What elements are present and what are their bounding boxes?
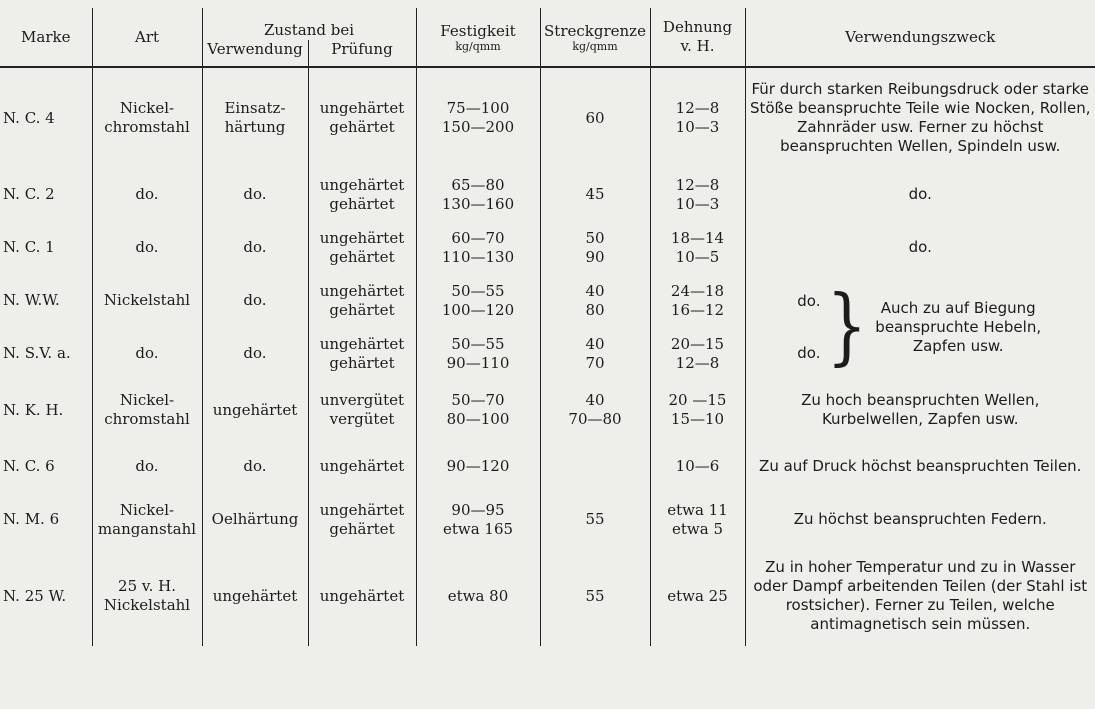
cell-pruefung: ungehärtet gehärtet [308, 168, 416, 221]
cell-art: do. [92, 168, 202, 221]
cell-festigkeit: 50—55 100—120 [416, 274, 540, 327]
cell-pruefung: ungehärtet gehärtet [308, 67, 416, 168]
header-art: Art [92, 8, 202, 67]
header-streckgrenze: Streckgrenze kg/qmm [540, 8, 650, 67]
cell-verwendung: do. [202, 440, 308, 493]
cell-marke: N. K. H. [3, 400, 64, 419]
cell-marke: N. C. 1 [3, 238, 55, 256]
cell-marke: N. 25 W. [3, 586, 67, 605]
cell-streckgrenze: 50 90 [540, 221, 650, 274]
cell-zweck: Zu höchst beanspruchten Federn. [745, 493, 1095, 546]
table-row [0, 274, 1095, 327]
cell-dehnung: 24—18 16—12 [650, 274, 745, 327]
cell-verwendung: do. [202, 327, 308, 380]
cell-festigkeit: 75—100 150—200 [416, 67, 540, 168]
cell-streckgrenze: 40 70 [540, 327, 650, 380]
cell-festigkeit: 90—120 [416, 440, 540, 493]
cell-marke: N. W.W. [3, 291, 60, 309]
cell-verwendung: do. [202, 168, 308, 221]
table-row [0, 546, 1095, 646]
cell-verwendung: Oelhärtung [202, 493, 308, 546]
cell-marke: N. C. 2 [3, 185, 55, 203]
cell-pruefung: ungehärtet gehärtet [308, 493, 416, 546]
cell-zweck: do. [745, 221, 1095, 274]
cell-streckgrenze: 55 [540, 546, 650, 646]
cell-festigkeit: 65—80 130—160 [416, 168, 540, 221]
cell-art: 25 v. H. Nickelstahl [92, 546, 202, 646]
cell-pruefung: ungehärtet [308, 546, 416, 646]
cell-pruefung: ungehärtet [308, 440, 416, 493]
cell-zweck-merged [745, 274, 1095, 380]
table-row [0, 221, 1095, 274]
table-row [0, 493, 1095, 546]
table-row [0, 380, 1095, 440]
header-marke: Marke [0, 8, 92, 67]
cell-dehnung: 12—8 10—3 [650, 168, 745, 221]
cell-art: Nickel- chromstahl [92, 380, 202, 440]
cell-art: Nickel- manganstahl [92, 493, 202, 546]
cell-festigkeit: 90—95 etwa 165 [416, 493, 540, 546]
cell-festigkeit: etwa 80 [416, 546, 540, 646]
cell-pruefung: unvergütet vergütet [308, 380, 416, 440]
cell-festigkeit: 50—70 80—100 [416, 380, 540, 440]
zweck-text: Auch zu auf Biegung beanspruchte Hebeln, Zapfen usw. [875, 298, 1042, 355]
cell-streckgrenze [540, 440, 650, 493]
brace-glyph: } [826, 278, 868, 376]
cell-dehnung: 18—14 10—5 [650, 221, 745, 274]
cell-zweck: Für durch starken Reibungsdruck oder starke Stöße beanspruchte Teile wie Nocken, Rollen, Zahnräder usw. Ferner zu höchst beanspruchten Wellen, Spindeln usw. [745, 67, 1095, 168]
cell-streckgrenze: 45 [540, 168, 650, 221]
header-verwendung: Verwendung [202, 40, 308, 67]
cell-art: do. [92, 221, 202, 274]
cell-pruefung: ungehärtet gehärtet [308, 221, 416, 274]
cell-dehnung: 20 —15 15—10 [650, 380, 745, 440]
cell-festigkeit: 50—55 90—110 [416, 327, 540, 380]
header-dehnung: Dehnung v. H. [650, 8, 745, 67]
cell-streckgrenze: 60 [540, 67, 650, 168]
header-zustand: Zustand bei [202, 8, 416, 40]
cell-dehnung: etwa 11 etwa 5 [650, 493, 745, 546]
cell-pruefung: ungehärtet gehärtet [308, 327, 416, 380]
steel-spec-table [0, 8, 1095, 646]
table-row [0, 168, 1095, 221]
cell-verwendung: do. [202, 274, 308, 327]
cell-dehnung: 10—6 [650, 440, 745, 493]
cell-verwendung: do. [202, 221, 308, 274]
cell-verwendung: Einsatz- härtung [202, 67, 308, 168]
cell-zweck: do. [745, 168, 1095, 221]
cell-zweck: Zu in hoher Temperatur und zu in Wasser oder Dampf arbeitenden Teilen (der Stahl ist rostsicher). Ferner zu Teilen, welche antimagnetisch sein müssen. [745, 546, 1095, 646]
cell-marke: N. C. 4 [3, 108, 55, 127]
cell-dehnung: etwa 25 [650, 546, 745, 646]
header-festigkeit: Festigkeit kg/qmm [416, 8, 540, 67]
table-row [0, 67, 1095, 168]
cell-streckgrenze: 55 [540, 493, 650, 546]
table-row [0, 440, 1095, 493]
cell-art: Nickel- chromstahl [92, 67, 202, 168]
cell-festigkeit: 60—70 110—130 [416, 221, 540, 274]
cell-pruefung: ungehärtet gehärtet [308, 274, 416, 327]
cell-dehnung: 12—8 10—3 [650, 67, 745, 168]
cell-dehnung: 20—15 12—8 [650, 327, 745, 380]
cell-marke: N. M. 6 [3, 510, 60, 528]
cell-art: Nickelstahl [92, 274, 202, 327]
cell-marke: N. C. 6 [3, 457, 55, 475]
cell-zweck: Zu auf Druck höchst beanspruchten Teilen. [745, 440, 1095, 493]
cell-streckgrenze: 40 70—80 [540, 380, 650, 440]
cell-streckgrenze: 40 80 [540, 274, 650, 327]
cell-verwendung: ungehärtet [202, 380, 308, 440]
cell-art: do. [92, 440, 202, 493]
do-stack: do. do. [797, 292, 821, 362]
cell-verwendung: ungehärtet [202, 546, 308, 646]
cell-art: do. [92, 327, 202, 380]
header-verwendungszweck: Verwendungszweck [745, 8, 1095, 67]
header-pruefung: Prüfung [308, 40, 416, 67]
cell-marke: N. S.V. a. [3, 344, 71, 362]
cell-zweck: Zu hoch beanspruchten Wellen, Kurbelwellen, Zapfen usw. [745, 380, 1095, 440]
